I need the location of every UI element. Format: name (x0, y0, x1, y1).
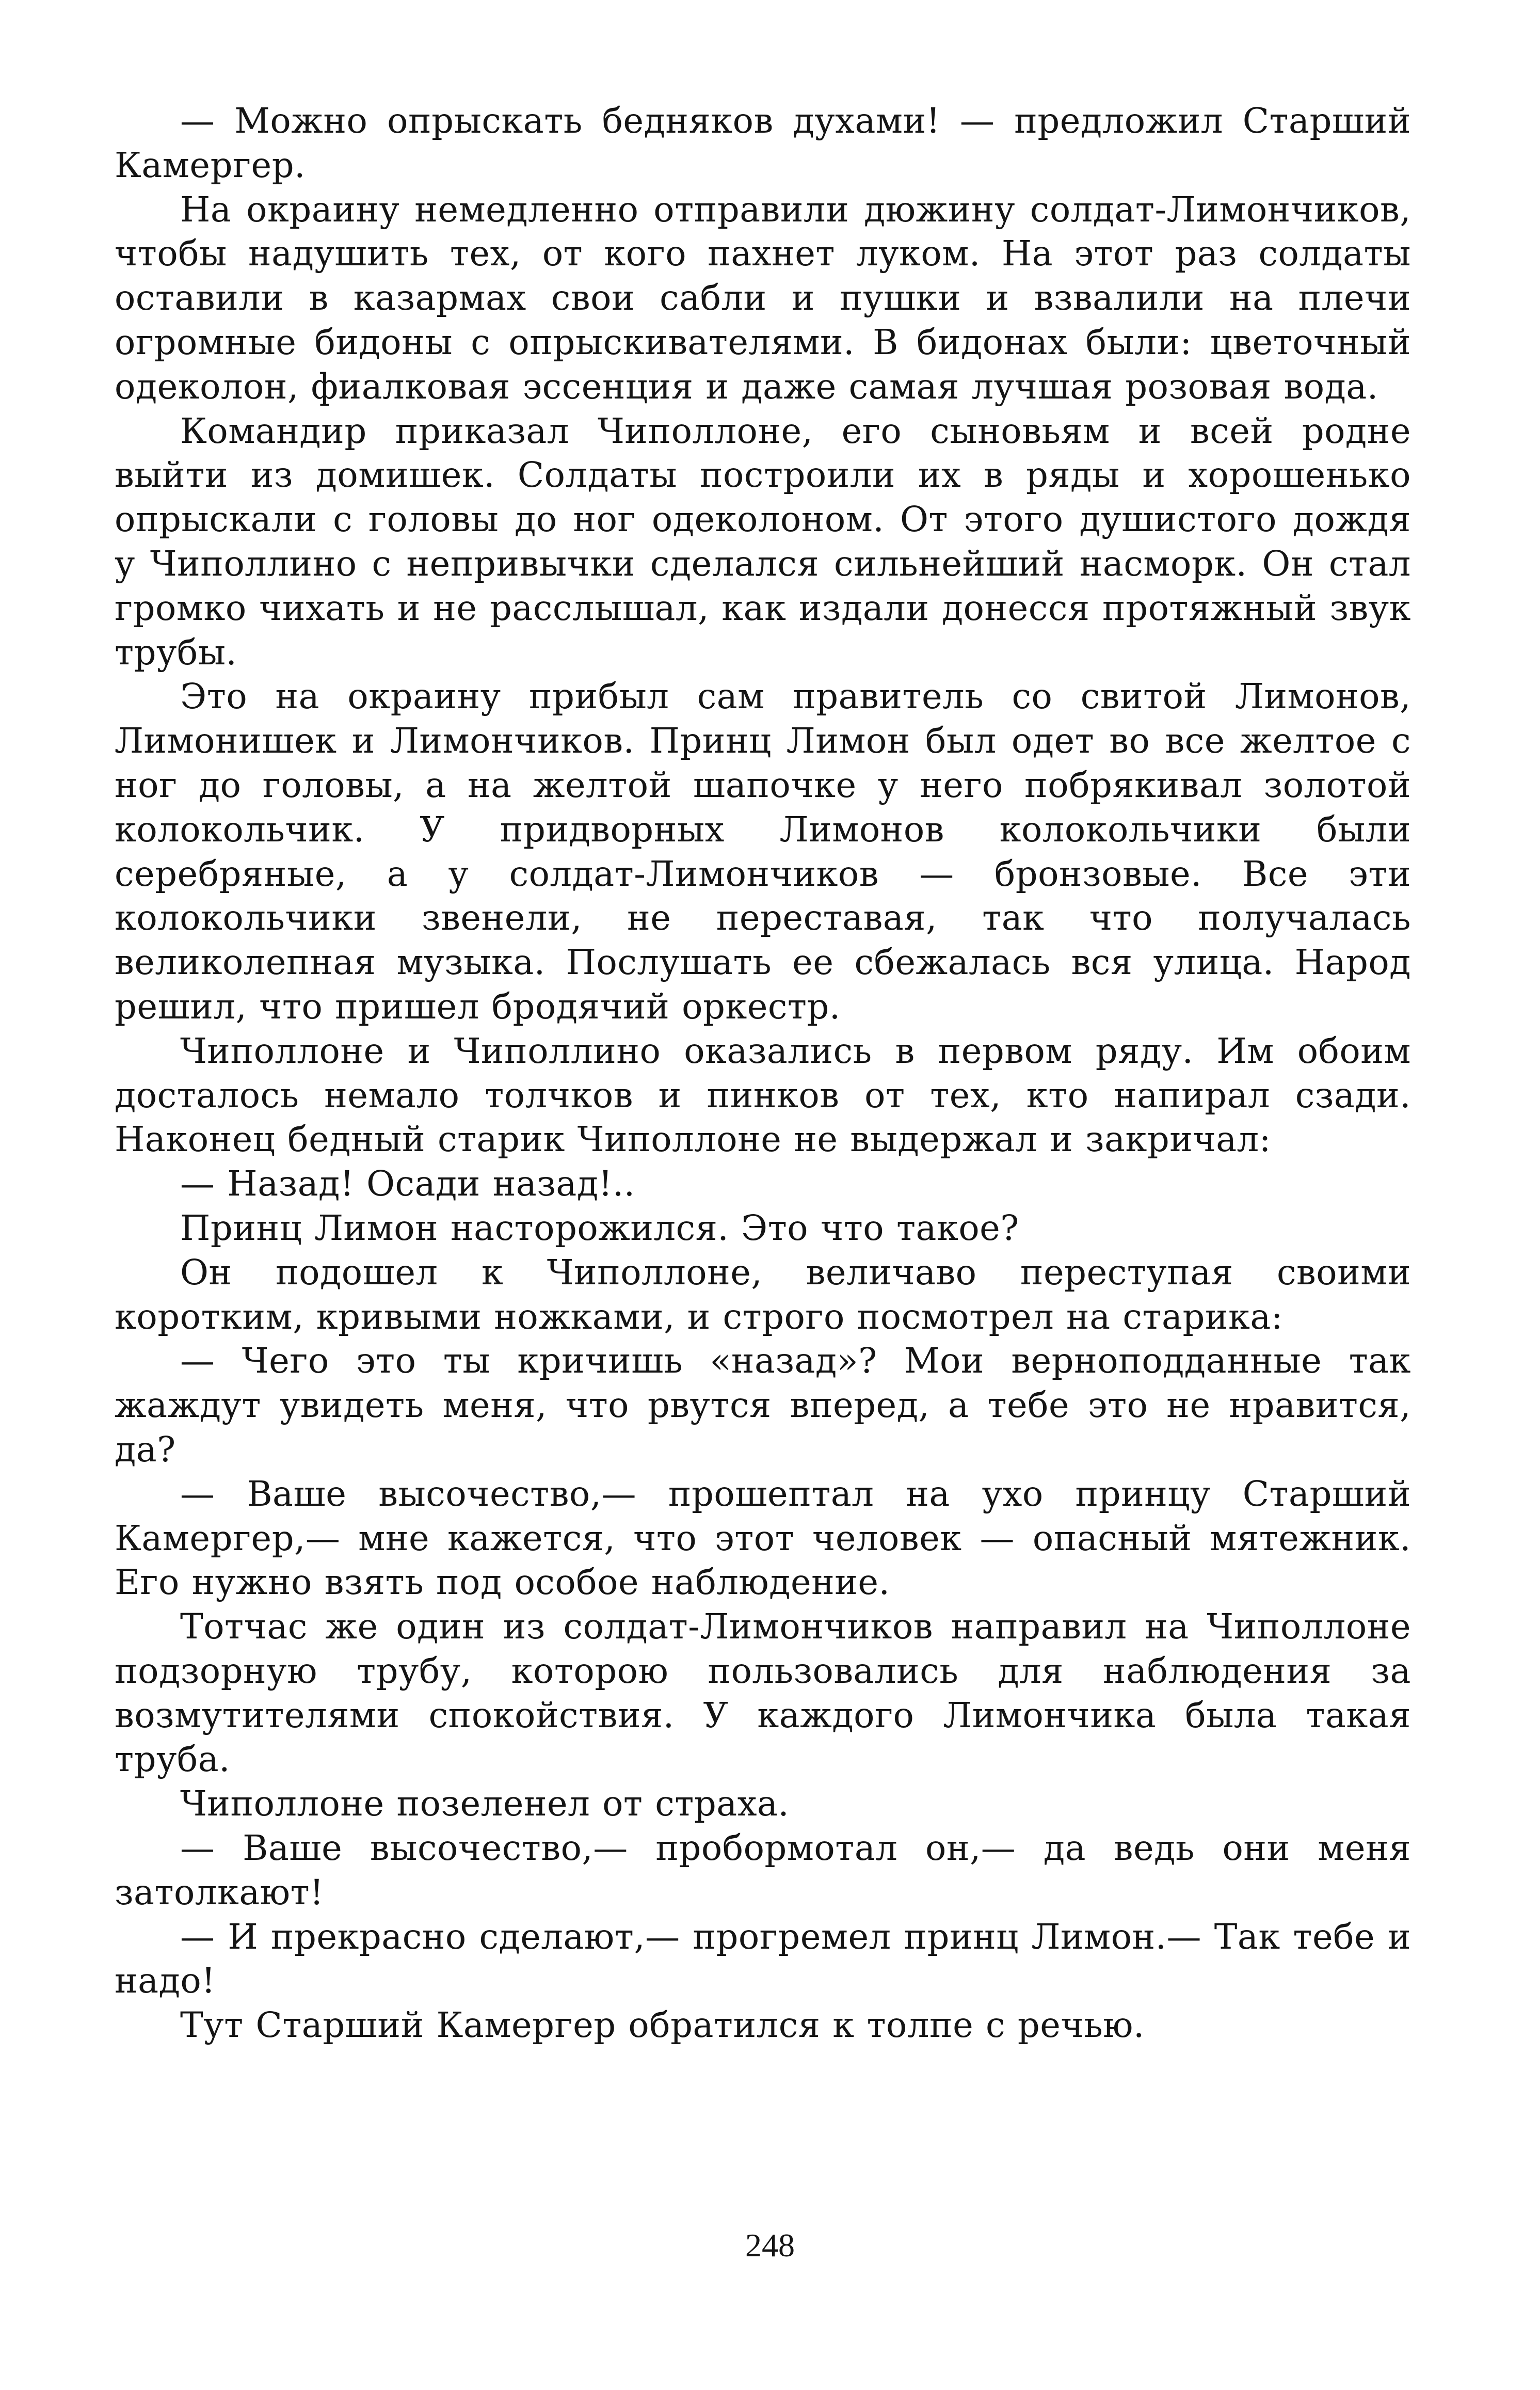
paragraph: — Ваше высочество,— прошептал на ухо принцу Старший Камергер,— мне кажется, что этот человек — опасный мятежник. Его нужно взять под особое наблюдение. (115, 1473, 1411, 1603)
page-number: 248 (745, 2227, 795, 2264)
paragraph: Командир приказал Чиполлоне, его сыновьям и всей родне выйти из домишек. Солдаты построили их в ряды и хорошенько опрыскали с головы до ног одеколоном. От этого душистого дождя у Чиполлино с непривычки сделался сильнейший насморк. Он стал громко чихать и не расслышал, как издали донесся протяжный звук трубы. (115, 410, 1411, 673)
body-text (115, 99, 1411, 2048)
paragraph: — И прекрасно сделают,— прогремел принц Лимон.— Так тебе и надо! (115, 1916, 1411, 2001)
paragraph: Чиполлоне и Чиполлино оказались в первом ряду. Им обоим досталось немало толчков и пинков от тех, кто напирал сзади. Наконец бедный старик Чиполлоне не выдержал и закричал: (115, 1030, 1411, 1160)
paragraph: Тотчас же один из солдат-Лимончиков направил на Чиполлоне подзорную трубу, которою пользовались для наблюдения за возмутителями спокойствия. У каждого Лимончика была такая труба. (115, 1606, 1411, 1780)
paragraph: — Чего это ты кричишь «назад»? Мои верноподданные так жаждут увидеть меня, что рвутся вперед, а тебе это не нравится, да? (115, 1341, 1411, 1470)
paragraph: На окраину немедленно отправили дюжину солдат-Лимончиков, чтобы надушить тех, от кого пахнет луком. На этот раз солдаты оставили в казармах свои сабли и пушки и взвалили на плечи огромные бидоны с опрыскивателями. В бидонах были: цветочный одеколон, фиалковая эссенция и даже самая лучшая розовая вода. (115, 189, 1411, 407)
paragraph: — Ваше высочество,— пробормотал он,— да ведь они меня затолкают! (115, 1828, 1411, 1913)
paragraph: — Можно опрыскать бедняков духами! — предложил Старший Камергер. (115, 101, 1411, 185)
paragraph: Тут Старший Камергер обратился к толпе с речью. (180, 2005, 1145, 2046)
paragraph: Это на окраину прибыл сам правитель со свитой Лимонов, Лимонишек и Лимончиков. Принц Лимон был одет во все желтое с ног до головы, а на желтой шапочке у него побрякивал золотой колокольчик. У придворных Лимонов колокольчики были серебряные, а у солдат-Лимончиков — бронзовые. Все эти колокольчики звенели, не переставая, так что получалась великолепная музыка. Послушать ее сбежалась вся улица. Народ решил, что пришел бродячий оркестр. (115, 676, 1411, 1027)
paragraph: Чиполлоне позеленел от страха. (180, 1783, 790, 1824)
paragraph: Он подошел к Чиполлоне, величаво переступая своими коротким, кривыми ножками, и строго посмотрел на старика: (115, 1252, 1411, 1337)
paragraph: — Назад! Осади назад!.. (180, 1164, 635, 1204)
paragraph: Принц Лимон насторожился. Это что такое? (180, 1207, 1019, 1248)
